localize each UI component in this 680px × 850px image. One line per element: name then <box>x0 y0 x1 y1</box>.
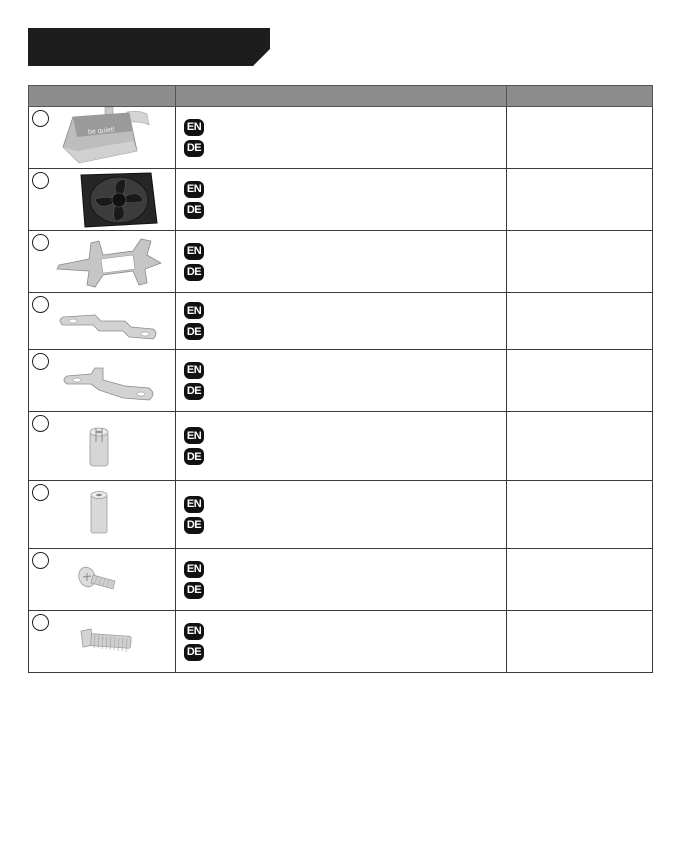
fan-icon <box>29 169 176 231</box>
language-badge-en: EN <box>184 302 204 319</box>
table-row <box>29 293 653 350</box>
language-line-de <box>184 262 506 283</box>
pump-block-icon <box>29 107 176 169</box>
part-image-cell <box>29 293 176 350</box>
column-header-quantity <box>507 86 653 107</box>
quantity-cell <box>507 549 653 611</box>
table-row <box>29 350 653 412</box>
part-image-cell <box>29 231 176 293</box>
backplate-icon <box>29 231 176 293</box>
language-line-en <box>184 559 506 580</box>
language-line-en <box>184 425 506 446</box>
description-cell <box>176 350 507 412</box>
parts-table <box>28 85 653 673</box>
language-line-en <box>184 179 506 200</box>
description-cell <box>176 412 507 481</box>
language-badge-de: DE <box>184 140 204 157</box>
mounting-bracket-icon <box>29 293 176 350</box>
language-line-en <box>184 241 506 262</box>
long-screw-icon <box>29 611 176 673</box>
standoff-icon <box>29 412 176 481</box>
language-badge-de: DE <box>184 323 204 340</box>
part-image-cell <box>29 350 176 412</box>
description-cell <box>176 231 507 293</box>
table-row <box>29 231 653 293</box>
language-badge-en: EN <box>184 181 204 198</box>
part-image-cell <box>29 481 176 549</box>
language-badge-de: DE <box>184 383 204 400</box>
part-image-cell <box>29 107 176 169</box>
language-line-de <box>184 321 506 342</box>
language-line-de <box>184 446 506 467</box>
pump-logo: be quiet! <box>87 126 116 137</box>
description-cell <box>176 293 507 350</box>
language-badge-de: DE <box>184 644 204 661</box>
language-line-de <box>184 515 506 536</box>
quantity-cell <box>507 169 653 231</box>
language-line-en <box>184 117 506 138</box>
language-badge-en: EN <box>184 427 204 444</box>
language-badge-en: EN <box>184 119 204 136</box>
language-badge-en: EN <box>184 496 204 513</box>
language-line-en <box>184 621 506 642</box>
description-cell <box>176 481 507 549</box>
language-badge-de: DE <box>184 582 204 599</box>
title-banner-shape <box>28 28 270 66</box>
title-banner <box>28 28 270 66</box>
description-cell <box>176 611 507 673</box>
language-badge-en: EN <box>184 623 204 640</box>
language-badge-en: EN <box>184 561 204 578</box>
table-header <box>29 86 653 107</box>
language-line-en <box>184 360 506 381</box>
table-row <box>29 549 653 611</box>
language-line-de <box>184 381 506 402</box>
language-line-en <box>184 494 506 515</box>
language-badge-de: DE <box>184 517 204 534</box>
language-line-de <box>184 580 506 601</box>
language-line-de <box>184 200 506 221</box>
spacer-icon <box>29 481 176 549</box>
table-row <box>29 481 653 549</box>
language-badge-de: DE <box>184 448 204 465</box>
quantity-cell <box>507 412 653 481</box>
description-cell <box>176 107 507 169</box>
part-image-cell <box>29 549 176 611</box>
description-cell <box>176 169 507 231</box>
mounting-bracket-alt-icon <box>29 350 176 412</box>
language-line-de <box>184 642 506 663</box>
language-badge-en: EN <box>184 362 204 379</box>
table-row <box>29 412 653 481</box>
language-badge-de: DE <box>184 202 204 219</box>
column-header-description <box>176 86 507 107</box>
description-cell <box>176 549 507 611</box>
table-row <box>29 169 653 231</box>
language-badge-en: EN <box>184 243 204 260</box>
language-badge-de: DE <box>184 264 204 281</box>
table-row <box>29 107 653 169</box>
part-image-cell <box>29 611 176 673</box>
quantity-cell <box>507 350 653 412</box>
quantity-cell <box>507 611 653 673</box>
part-image-cell <box>29 169 176 231</box>
part-image-cell <box>29 412 176 481</box>
quantity-cell <box>507 107 653 169</box>
quantity-cell <box>507 231 653 293</box>
table-row <box>29 611 653 673</box>
quantity-cell <box>507 293 653 350</box>
screw-icon <box>29 549 176 611</box>
language-line-de <box>184 138 506 159</box>
language-line-en <box>184 300 506 321</box>
column-header-image <box>29 86 176 107</box>
quantity-cell <box>507 481 653 549</box>
